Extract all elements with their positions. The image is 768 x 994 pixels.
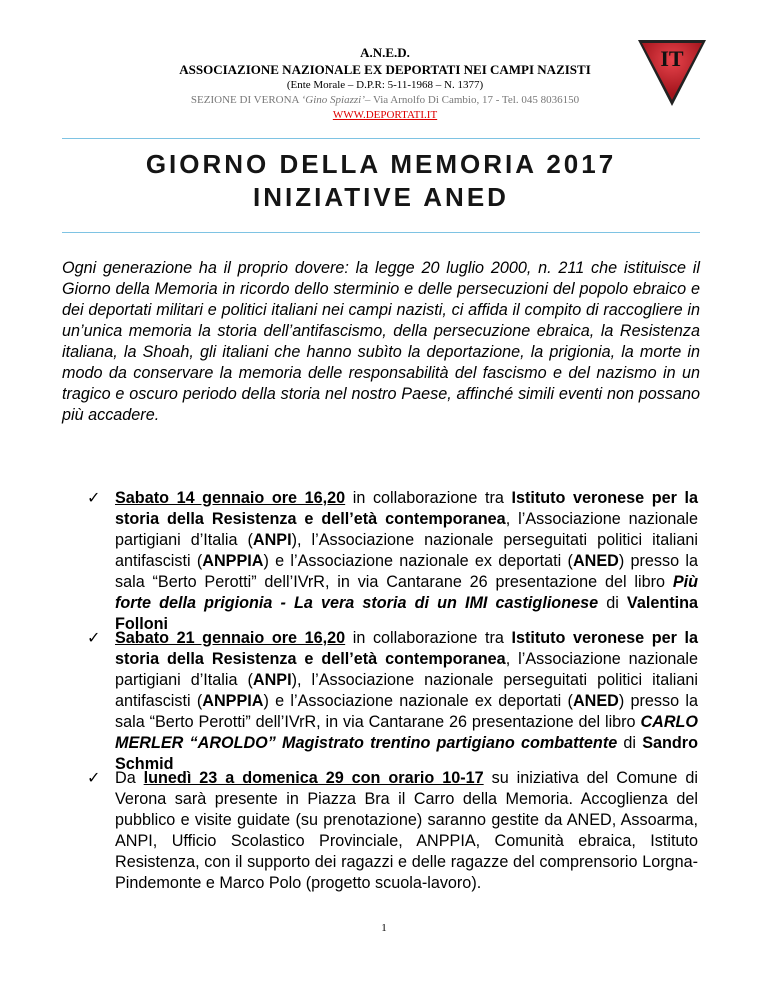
website-link[interactable]: WWW.DEPORTATI.IT (332, 109, 438, 121)
book-author: Valentina Folloni (115, 594, 698, 633)
check-icon: ✓ (87, 489, 101, 507)
event-text: Sabato 21 gennaio ore 16,20 in collaborazione tra Istituto veronese per la storia della Resistenza e dell’età contemporanea, l’Associazione nazionale partigiani d’Italia (ANPI), l’Associazione nazionale perseguitati politici italiani antifascisti (ANPPIA) e l’Associazione nazionale ex deportati (ANED) presso la sala “Berto Perotti” dell’IVrR, in via Cantarane 26 presentazione del libro CARLO MERLER “AROLDO” Magistrato trentino partigiano combattente di Sandro Schmid (115, 629, 699, 773)
divider-top (62, 138, 700, 139)
book-title: CARLO MERLER “AROLDO” Magistrato trentino partigiano combattente (115, 713, 698, 752)
page-title (62, 148, 700, 214)
event-date: lunedì 23 a domenica 29 con orario 10-17 (143, 769, 484, 787)
logo-text: IT (660, 46, 684, 71)
org-name: ASSOCIAZIONE NAZIONALE EX DEPORTATI NEI CAMPI NAZISTI (179, 62, 591, 77)
event-text: Da lunedì 23 a domenica 29 con orario 10-17 su iniziativa del Comune di Verona sarà presente in Piazza Bra il Carro della Memoria. Accoglienza del pubblico e visite guidate (su prenotazione) saranno gestite da ANED, Assoarma, ANPI, Ufficio Scolastico Provinciale, ANPPIA, Comunità ebraica, Istituto Resistenza, con il supporto dei ragazzi e delle ragazze del comprensorio Lorgna-Pindemonte e Marco Polo (progetto scuola-lavoro). (115, 769, 698, 892)
org-acronym: A.N.E.D. (360, 45, 410, 60)
intro-paragraph: Ogni generazione ha il proprio dovere: la legge 20 luglio 2000, n. 211 che istituisce il Giorno della Memoria in ricordo dello sterminio e delle persecuzioni del popolo ebraico e dei deportati militari e politici italiani nei campi nazisti, ci affida il compito di raccogliere in un’unica memoria la storia dell’antifascismo, della persecuzione ebraica, la Resistenza italiana, la Shoah, gli italiani che hanno subìto la deportazione, la prigionia, la morte in modo da conservare la memoria delle responsabilità del fascismo e del nazismo in un tragico e oscuro periodo della storia nel nostro Paese, affinché simili eventi non possano più accadere. (62, 259, 700, 424)
book-title: Più forte della prigionia - La vera storia di un IMI castiglionese (115, 573, 698, 612)
check-icon: ✓ (87, 769, 101, 787)
event-item-1 (87, 488, 698, 635)
letterhead (120, 44, 650, 123)
divider-bottom (62, 232, 700, 233)
aned-triangle-logo (636, 36, 708, 108)
page-number: 1 (381, 922, 387, 934)
org-section-address: SEZIONE DI VERONA ‘Gino Spiazzi’– Via Arnolfo Di Cambio, 17 - Tel. 045 8036150 (190, 94, 580, 106)
event-date: Sabato 21 gennaio ore 16,20 (115, 629, 346, 647)
check-icon: ✓ (87, 629, 101, 647)
event-date: Sabato 14 gennaio ore 16,20 (115, 489, 346, 507)
org-legal-info: (Ente Morale – D.P.R: 5-11-1968 – N. 1377) (286, 79, 484, 91)
title-line-2: INIZIATIVE ANED (253, 182, 509, 212)
event-text: Sabato 14 gennaio ore 16,20 in collaborazione tra Istituto veronese per la storia della Resistenza e dell’età contemporanea, l’Associazione nazionale partigiani d’Italia (ANPI), l’Associazione nazionale perseguitati politici italiani antifascisti (ANPPIA) e l’Associazione nazionale ex deportati (ANED) presso la sala “Berto Perotti” dell’IVrR, in via Cantarane 26 presentazione del libro Più forte della prigionia - La vera storia di un IMI castiglionese di Valentina Folloni (115, 489, 699, 633)
title-line-1: GIORNO DELLA MEMORIA 2017 (145, 149, 617, 179)
event-item-2 (87, 628, 698, 775)
event-item-3 (87, 768, 698, 894)
book-author: Sandro Schmid (115, 734, 698, 773)
